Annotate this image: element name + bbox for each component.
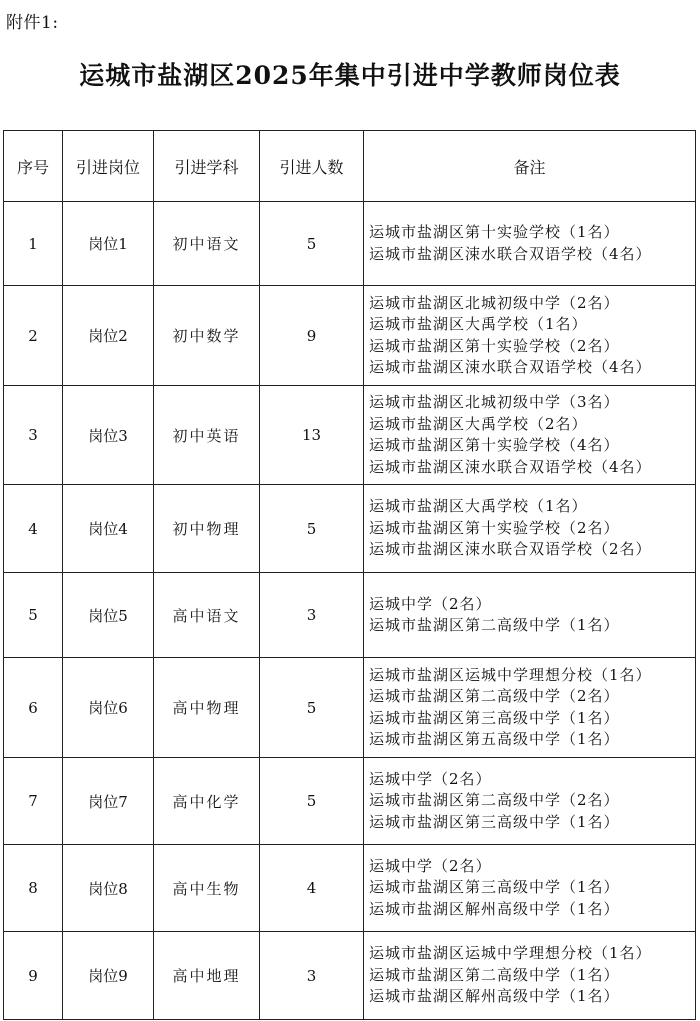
cell-no: 4 <box>4 485 63 573</box>
cell-subject: 高中地理 <box>154 932 260 1020</box>
note-line: 运城市盐湖区第二高级中学（2名） <box>369 687 620 705</box>
table-row <box>4 932 696 1020</box>
column-header-subject: 引进学科 <box>154 131 260 202</box>
note-line: 运城中学（2名） <box>369 594 492 613</box>
note-line: 运城市盐湖区解州高级中学（1名） <box>369 987 620 1006</box>
column-header-count: 引进人数 <box>260 131 364 202</box>
cell-post: 岗位7 <box>63 758 154 845</box>
cell-count: 9 <box>260 286 364 386</box>
cell-no: 8 <box>4 845 63 932</box>
cell-subject: 初中物理 <box>154 485 260 573</box>
cell-subject: 高中生物 <box>154 845 260 932</box>
note-line: 运城市盐湖区第二高级中学（1名） <box>369 965 620 984</box>
cell-no: 6 <box>4 658 63 758</box>
page-title: 运城市盐湖区2025年集中引进中学教师岗位表 <box>79 61 621 90</box>
column-header-notes: 备注 <box>364 131 696 202</box>
cell-count: 5 <box>260 202 364 286</box>
cell-notes <box>364 658 696 758</box>
cell-subject: 初中英语 <box>154 386 260 485</box>
cell-post: 岗位8 <box>63 845 154 932</box>
cell-count: 5 <box>260 658 364 758</box>
cell-notes <box>364 202 696 286</box>
cell-count: 3 <box>260 573 364 658</box>
cell-notes <box>364 845 696 932</box>
cell-subject: 高中语文 <box>154 573 260 658</box>
table-row <box>4 485 696 573</box>
table-row <box>4 286 696 386</box>
note-line: 运城市盐湖区北城初级中学（3名） <box>369 393 620 411</box>
note-line: 运城市盐湖区第十实验学校（2名） <box>369 518 620 537</box>
cell-notes <box>364 485 696 573</box>
note-line: 运城市盐湖区北城初级中学（2名） <box>369 293 620 312</box>
cell-count: 5 <box>260 758 364 845</box>
note-line: 运城市盐湖区大禹学校（1名） <box>369 315 588 333</box>
cell-post: 岗位3 <box>63 386 154 485</box>
note-line: 运城中学（2名） <box>369 856 492 875</box>
cell-no: 7 <box>4 758 63 845</box>
note-line: 运城市盐湖区第二高级中学（1名） <box>369 616 620 634</box>
column-header-no: 序号 <box>4 131 63 202</box>
cell-post: 岗位4 <box>63 485 154 573</box>
cell-no: 5 <box>4 573 63 658</box>
cell-count: 13 <box>260 386 364 485</box>
cell-notes <box>364 286 696 386</box>
cell-notes <box>364 573 696 658</box>
cell-notes <box>364 386 696 485</box>
cell-no: 2 <box>4 286 63 386</box>
note-line: 运城市盐湖区涑水联合双语学校（2名） <box>369 540 652 559</box>
cell-post: 岗位6 <box>63 658 154 758</box>
cell-post: 岗位2 <box>63 286 154 386</box>
cell-no: 9 <box>4 932 63 1020</box>
cell-subject: 初中数学 <box>154 286 260 386</box>
note-line: 运城市盐湖区运城中学理想分校（1名） <box>369 665 652 684</box>
note-line: 运城市盐湖区涑水联合双语学校（4名） <box>369 244 652 263</box>
column-header-post: 引进岗位 <box>63 131 154 202</box>
table-header-row <box>4 131 696 202</box>
cell-subject: 初中语文 <box>154 202 260 286</box>
note-line: 运城市盐湖区第三高级中学（1名） <box>369 812 620 831</box>
table-row <box>4 758 696 845</box>
note-line: 运城市盐湖区第三高级中学（1名） <box>369 708 620 727</box>
note-line: 运城市盐湖区第二高级中学（2名） <box>369 791 620 810</box>
cell-no: 1 <box>4 202 63 286</box>
table-row <box>4 573 696 658</box>
note-line: 运城市盐湖区第十实验学校（4名） <box>369 436 620 454</box>
note-line: 运城市盐湖区第十实验学校（2名） <box>369 336 620 355</box>
post-table <box>3 130 696 1020</box>
note-line: 运城市盐湖区第三高级中学（1名） <box>369 878 620 897</box>
cell-subject: 高中物理 <box>154 658 260 758</box>
table-row <box>4 386 696 485</box>
cell-post: 岗位1 <box>63 202 154 286</box>
cell-notes <box>364 932 696 1020</box>
note-line: 运城市盐湖区运城中学理想分校（1名） <box>369 944 652 963</box>
note-line: 运城市盐湖区大禹学校（2名） <box>369 414 588 433</box>
table-row <box>4 845 696 932</box>
cell-post: 岗位9 <box>63 932 154 1020</box>
note-line: 运城市盐湖区第十实验学校（1名） <box>369 223 620 241</box>
cell-subject: 高中化学 <box>154 758 260 845</box>
table-row <box>4 202 696 286</box>
note-line: 运城市盐湖区涑水联合双语学校（4名） <box>369 358 652 376</box>
table-row <box>4 658 696 758</box>
note-line: 运城市盐湖区涑水联合双语学校（4名） <box>369 457 652 476</box>
note-line: 运城市盐湖区解州高级中学（1名） <box>369 899 620 918</box>
note-line: 运城市盐湖区大禹学校（1名） <box>369 497 588 516</box>
cell-count: 3 <box>260 932 364 1020</box>
cell-no: 3 <box>4 386 63 485</box>
cell-notes <box>364 758 696 845</box>
note-line: 运城中学（2名） <box>369 769 492 788</box>
note-line: 运城市盐湖区第五高级中学（1名） <box>369 730 620 748</box>
cell-count: 4 <box>260 845 364 932</box>
cell-post: 岗位5 <box>63 573 154 658</box>
cell-count: 5 <box>260 485 364 573</box>
attachment-label: 附件1: <box>6 13 59 33</box>
